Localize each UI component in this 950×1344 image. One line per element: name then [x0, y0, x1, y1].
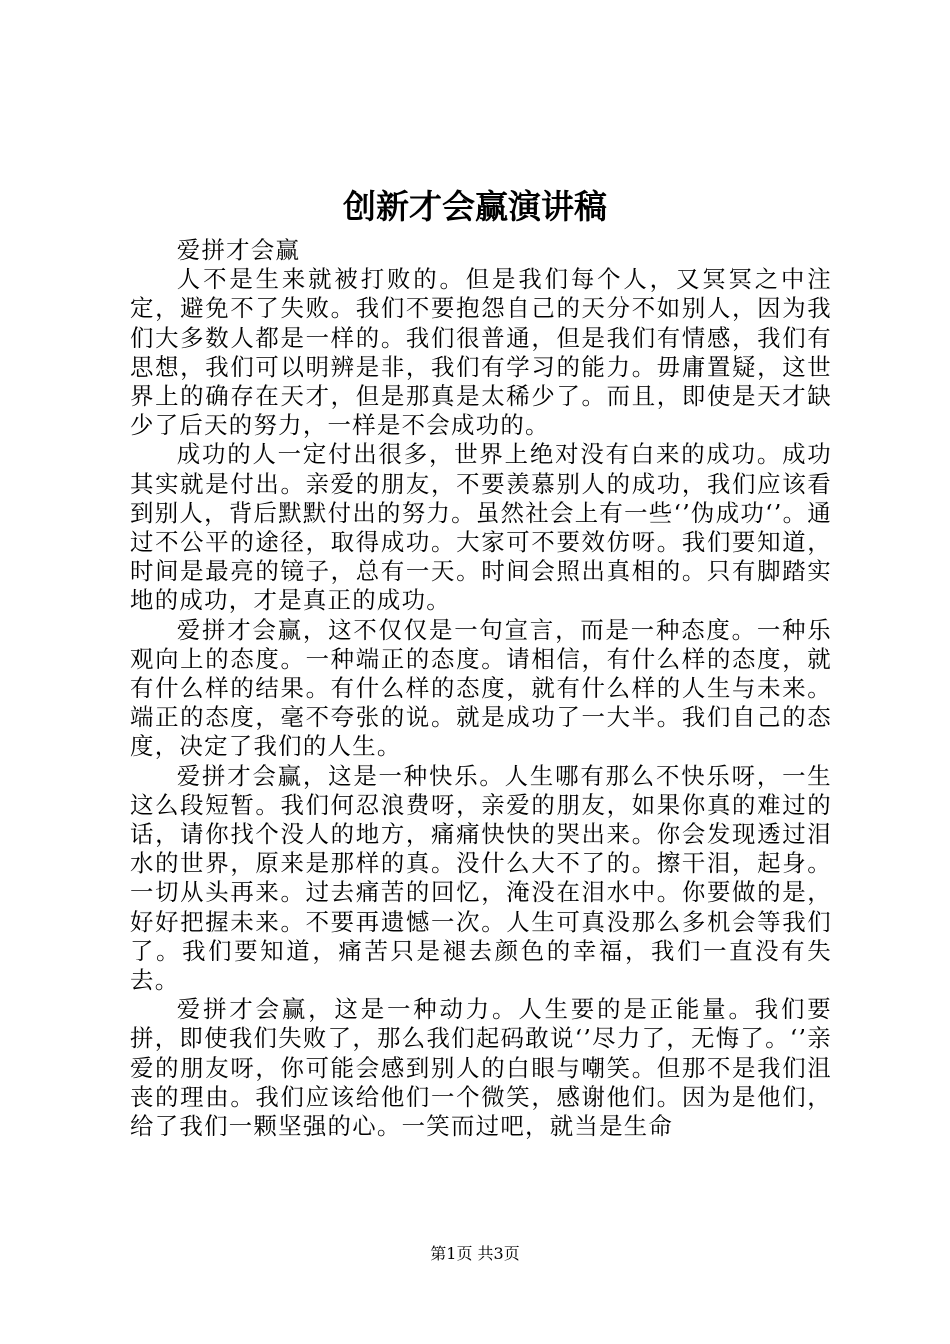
body-paragraph: 爱拼才会赢，这是一种动力。人生要的是正能量。我们要拼，即使我们失败了，那么我们起码敢说‘’尽力了，无悔了。‘’亲爱的朋友呀，你可能会感到别人的白眼与嘲笑。但那不是我们沮丧的理由。我们应该给他们一个微笑，感谢他们。因为是他们，给了我们一颗坚强的心。一笑而过吧，就当是生命	[130, 995, 832, 1141]
body-paragraph: 爱拼才会赢，这不仅仅是一句宣言，而是一种态度。一种乐观向上的态度。一种端正的态度。请相信，有什么样的态度，就有什么样的结果。有什么样的态度，就有什么样的人生与未来。端正的态度，毫不夸张的说。就是成功了一大半。我们自己的态度，决定了我们的人生。	[130, 615, 832, 761]
document-title: 创新才会赢演讲稿	[343, 187, 607, 226]
subtitle-paragraph: 爱拼才会赢	[176, 236, 301, 264]
body-paragraph: 人不是生来就被打败的。但是我们每个人，又冥冥之中注定，避免不了失败。我们不要抱怨自己的天分不如别人，因为我们大多数人都是一样的。我们很普通，但是我们有情感，我们有思想，我们可以明辨是非，我们有学习的能力。毋庸置疑，这世界上的确存在天才，但是那真是太稀少了。而且，即使是天才缺少了后天的努力，一样是不会成功的。	[130, 265, 832, 440]
body-paragraph: 成功的人一定付出很多，世界上绝对没有白来的成功。成功其实就是付出。亲爱的朋友，不要羡慕别人的成功，我们应该看到别人，背后默默付出的努力。虽然社会上有一些‘’伪成功‘’。通过不公平的途径，取得成功。大家可不要效仿呀。我们要知道，时间是最亮的镜子，总有一天。时间会照出真相的。只有脚踏实地的成功，才是真正的成功。	[130, 440, 832, 615]
body-paragraph: 爱拼才会赢，这是一种快乐。人生哪有那么不快乐呀，一生这么段短暂。我们何忍浪费呀，亲爱的朋友，如果你真的难过的话，请你找个没人的地方，痛痛快快的哭出来。你会发现透过泪水的世界，原来是那样的真。没什么大不了的。擦干泪，起身。一切从头再来。过去痛苦的回忆，淹没在泪水中。你要做的是，好好把握未来。不要再遗憾一次。人生可真没那么多机会等我们了。我们要知道，痛苦只是褪去颜色的幸福，我们一直没有失去。	[130, 761, 832, 995]
document-body	[130, 236, 832, 1141]
page-footer: 第1页 共3页	[430, 1244, 520, 1263]
